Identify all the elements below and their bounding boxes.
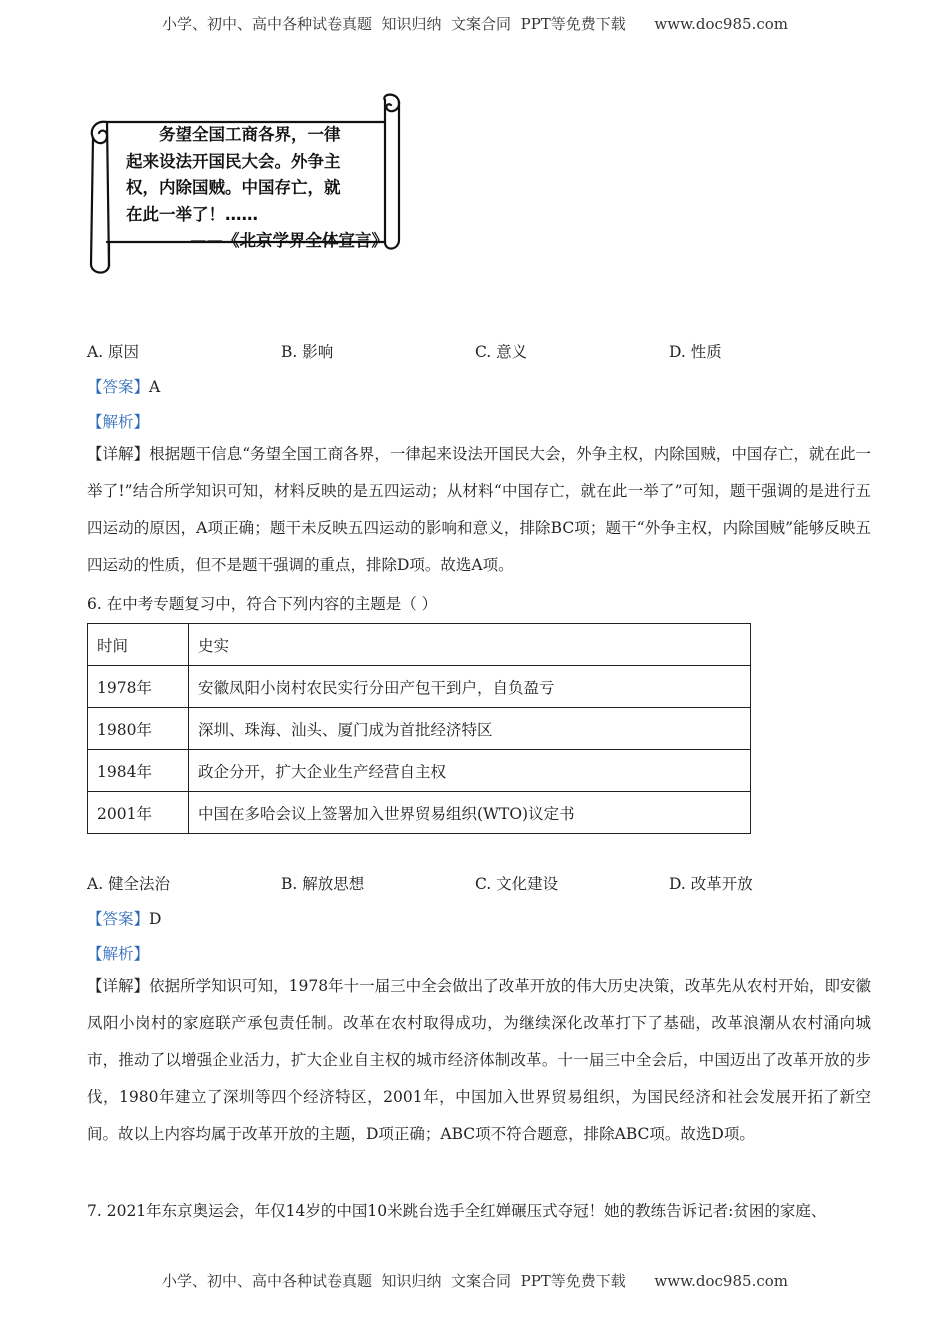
detail-tag: 【详解】 xyxy=(87,977,150,995)
q6-option-c[interactable]: C. 文化建设 xyxy=(475,875,559,893)
detail-tag: 【详解】 xyxy=(87,445,150,463)
q6-option-d[interactable]: D. 改革开放 xyxy=(669,875,753,893)
answer-value: A xyxy=(149,378,161,396)
table-cell: 1984年 xyxy=(88,750,189,792)
table-row xyxy=(88,708,751,750)
table-cell: 1980年 xyxy=(88,708,189,750)
q5-analysis xyxy=(87,410,149,432)
q5-option-d[interactable]: D. 性质 xyxy=(669,343,722,361)
q6-options xyxy=(87,872,867,896)
answer-tag: 【答案】 xyxy=(87,378,150,396)
answer-value: D xyxy=(149,910,162,928)
q5-detail xyxy=(87,436,871,584)
table-header-row xyxy=(88,624,751,666)
q6-analysis xyxy=(87,942,149,964)
q6-table xyxy=(87,623,751,834)
q6-answer xyxy=(87,907,161,929)
analysis-tag: 【解析】 xyxy=(87,945,150,963)
q5-option-b[interactable]: B. 影响 xyxy=(281,343,334,361)
q6-detail xyxy=(87,968,871,1153)
answer-tag: 【答案】 xyxy=(87,910,150,928)
q6-option-a[interactable]: A. 健全法治 xyxy=(87,875,171,893)
scroll-line: 起来设法开国民大会。外争主 xyxy=(126,151,341,171)
q5-options xyxy=(87,340,867,364)
q5-option-c[interactable]: C. 意义 xyxy=(475,343,528,361)
page-footer: 小学、初中、高中各种试卷真题 知识归纳 文案合同 PPT等免费下载 www.doc985.com xyxy=(161,1272,788,1290)
q7-question: 7. 2021年东京奥运会，年仅14岁的中国10米跳台选手全红婵碾压式夺冠！她的教练告诉记者:贫困的家庭、 xyxy=(87,1202,827,1220)
detail-text: 根据题干信息“务望全国工商各界，一律起来设法开国民大会，外争主权，内除国贼，中国存亡，就在此一举了!”结合所学知识可知，材料反映的是五四运动；从材料“中国存亡，就在此一举了”可知，题干强调的是进行五四运动的原因，A项正确；题干未反映五四运动的影响和意义，排除BC项；题干“外争主权，内除国贼”能够反映五四运动的性质，但不是题干强调的重点，排除D项。故选A项。 xyxy=(87,445,871,574)
table-header-cell: 史实 xyxy=(189,624,751,666)
page-header: 小学、初中、高中各种试卷真题 知识归纳 文案合同 PPT等免费下载 www.doc985.com xyxy=(161,15,788,33)
table-row xyxy=(88,792,751,834)
q6-question: 6. 在中考专题复习中，符合下列内容的主题是（ ） xyxy=(87,595,438,613)
table-row xyxy=(88,750,751,792)
table-cell: 安徽凤阳小岗村农民实行分田产包干到户，自负盈亏 xyxy=(189,666,751,708)
scroll-line: 在此一举了！…… xyxy=(126,204,258,224)
scroll-quote xyxy=(126,122,388,255)
q5-option-a[interactable]: A. 原因 xyxy=(87,343,140,361)
analysis-tag: 【解析】 xyxy=(87,413,150,431)
detail-text: 依据所学知识可知，1978年十一届三中全会做出了改革开放的伟大历史决策，改革先从农村开始，即安徽凤阳小岗村的家庭联产承包责任制。改革在农村取得成功，为继续深化改革打下了基础，改革浪潮从农村涌向城市，推动了以增强企业活力，扩大企业自主权的城市经济体制改革。十一届三中全会后，中国迈出了改革开放的步伐，1980年建立了深圳等四个经济特区，2001年，中国加入世界贸易组织，为国民经济和社会发展开拓了新空间。故以上内容均属于改革开放的主题，D项正确；ABC项不符合题意，排除ABC项。故选D项。 xyxy=(87,977,871,1143)
scroll-source: ——《北京学界全体宣言》 xyxy=(190,231,388,250)
table-cell: 1978年 xyxy=(88,666,189,708)
scroll-line: 权，内除国贼。中国存亡，就 xyxy=(126,178,341,197)
table-cell: 政企分开，扩大企业生产经营自主权 xyxy=(189,750,751,792)
table-cell: 中国在多哈会议上签署加入世界贸易组织(WTO)议定书 xyxy=(189,792,751,834)
table-header-cell: 时间 xyxy=(88,624,189,666)
table-cell: 2001年 xyxy=(88,792,189,834)
table-cell: 深圳、珠海、汕头、厦门成为首批经济特区 xyxy=(189,708,751,750)
q5-answer xyxy=(87,375,160,397)
q6-option-b[interactable]: B. 解放思想 xyxy=(281,875,365,893)
table-row xyxy=(88,666,751,708)
scroll-line: 务望全国工商各界，一律 xyxy=(159,125,341,144)
